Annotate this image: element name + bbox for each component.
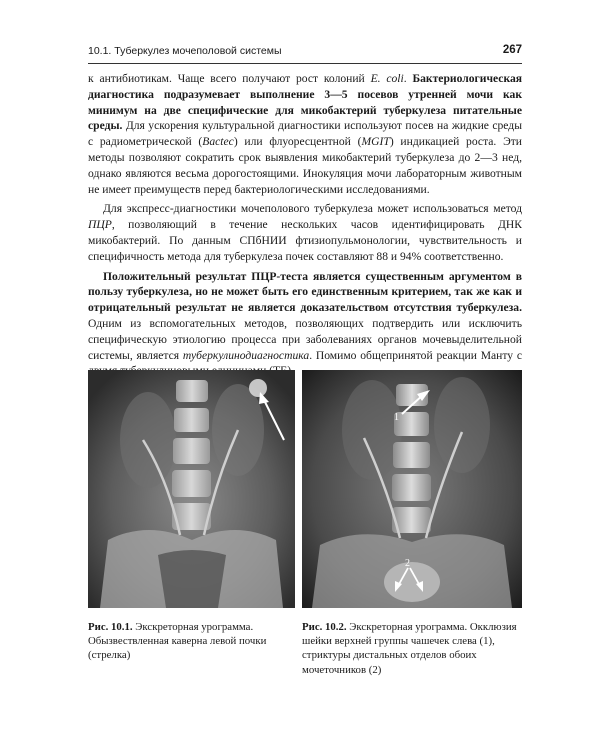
figure-10-2-caption xyxy=(302,620,522,677)
figure-10-2-xray xyxy=(302,370,522,608)
page-header xyxy=(88,42,522,62)
paragraph-3 xyxy=(88,269,522,380)
page-number: 267 xyxy=(502,44,522,56)
italic-run: Bactec xyxy=(202,135,234,149)
italic-run: E. coli xyxy=(370,72,404,85)
body-text xyxy=(88,71,522,379)
bold-run: Бактериологическая диагностика подразумевает выполнение 3—5 посевов утренней мочи как минимум на две специфические для микобактерий туберкулеза питательные среды. xyxy=(88,72,523,133)
figure-10-1-caption xyxy=(88,620,293,663)
running-title: 10.1. Туберкулез мочеполовой системы xyxy=(88,45,282,57)
xray-image xyxy=(88,370,295,608)
paragraph-1 xyxy=(88,71,522,197)
paragraph-2 xyxy=(88,201,522,264)
marker-1: 1 xyxy=(394,412,399,423)
figure-label: Рис. 10.2. xyxy=(302,621,347,633)
figure-label: Рис. 10.1. xyxy=(88,621,133,633)
figure-10-1-xray xyxy=(88,370,295,608)
text-run: Для экспресс-диагностики мочеполового туберкулеза может использоваться метод xyxy=(103,202,522,216)
text-run: к антибиотикам. Чаще всего получают рост колоний xyxy=(88,72,371,85)
marker-2: 2 xyxy=(405,558,410,569)
caption-text: Экскреторная урограмма. Окклюзия шейки верхней группы чашечек слева (1), стриктуры дистальных отделов обоих мочеточников (2) xyxy=(302,621,517,676)
italic-run: туберкулинодиагностика xyxy=(182,348,310,362)
caption-text: Экскреторная урограмма. Обызвествленная каверна левой почки (стрелка) xyxy=(88,621,267,662)
bold-run: Положительный результат ПЦР-теста является существенным аргументом в пользу туберкулеза, но не может быть его единственным критерием, так же как и отрицательный результат не является доказательством отсутствия туберкулеза. xyxy=(88,269,522,315)
xray-image xyxy=(302,370,522,608)
text-run: ) или флуоресцентной ( xyxy=(233,135,362,149)
italic-run: MGIT xyxy=(361,135,390,149)
text-run: ) индикацией роста. Эти методы позволяют сократить срок выявления микобактерий туберкулеза до 2—3 нед, однако являются весьма дорогостоящими. Инокуляция мочи лабораторным животным не имеет преимуществ перед бактериологическими исследованиями. xyxy=(88,135,522,196)
text-run: . xyxy=(403,72,413,85)
header-rule xyxy=(88,63,522,64)
text-run: , позволяющий в течение нескольких часов идентифицировать ДНК микобактерий. По данным СПбНИИ фтизиопульмонологии, чувствительность и специфичность метода для туберкулеза почек составляют 88 и 94% соответственно. xyxy=(88,218,522,263)
text-run: Для ускорения культуральной диагностики используют посев на жидкие среды с радиометрической ( xyxy=(88,119,522,149)
text-run: Одним из вспомогательных методов, позволяющих подтвердить или исключить специфическую этиологию процесса при заболеваниях органов мочевыделительной системы, является xyxy=(88,316,522,362)
text-run: . Помимо общепринятой реакции Манту с xyxy=(309,348,522,362)
italic-run: ПЦР xyxy=(88,218,112,232)
